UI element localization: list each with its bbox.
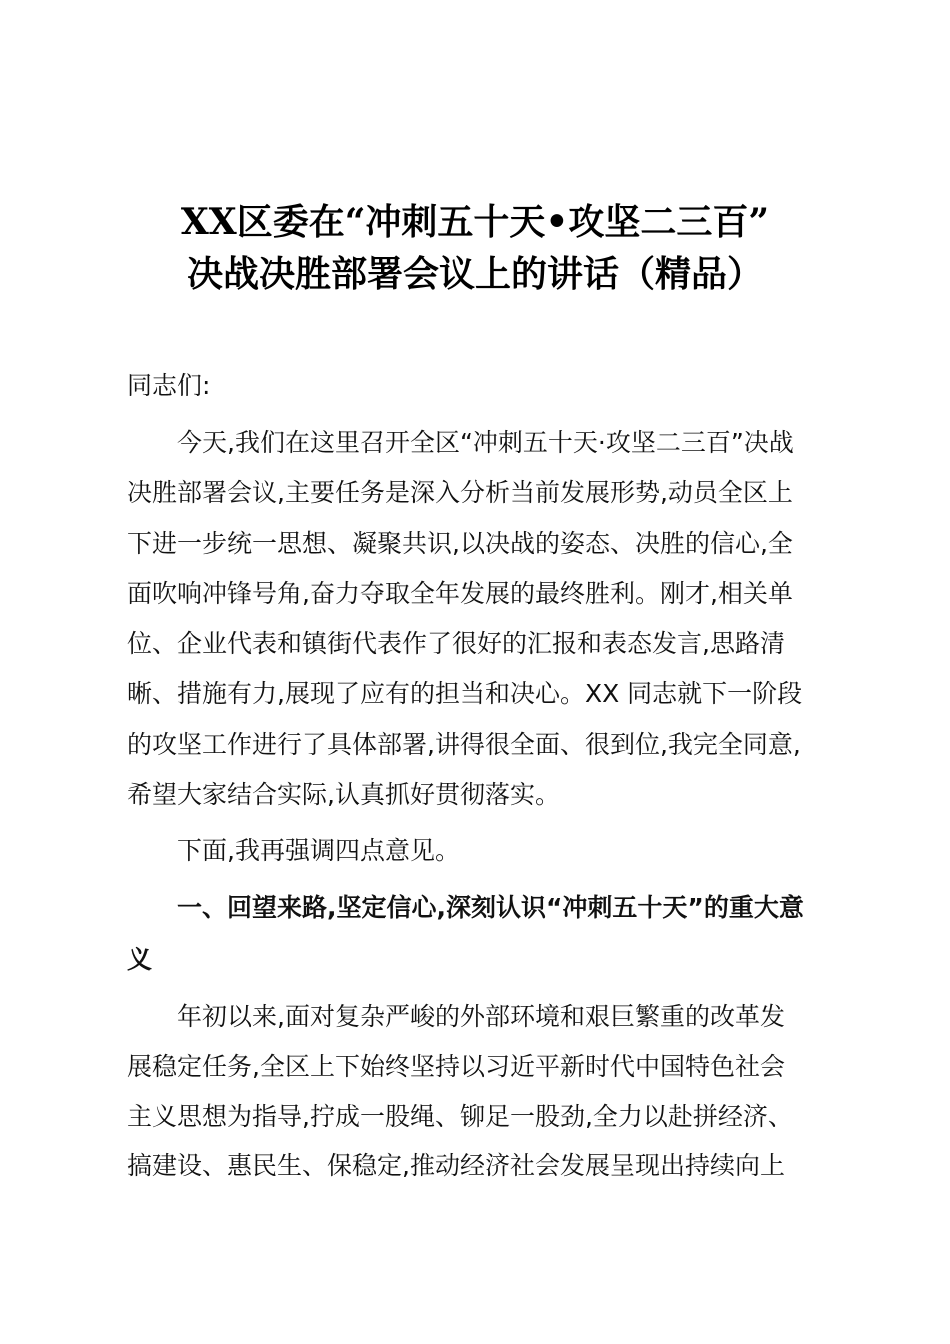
paragraph-1-line: 决胜部署会议,主要任务是深入分析当前发展形势,动员全区上 <box>127 478 793 507</box>
section-heading-1-cont: 义 <box>127 945 153 974</box>
paragraph-2: 下面,我再强调四点意见。 <box>177 836 460 865</box>
paragraph-3-line: 展稳定任务,全区上下始终坚持以习近平新时代中国特色社会 <box>127 1052 785 1081</box>
paragraph-1-line: 希望大家结合实际,认真抓好贯彻落实。 <box>127 780 560 809</box>
paragraph-1-line: 今天,我们在这里召开全区“冲刺五十天·攻坚二三百”决战 <box>177 428 794 457</box>
title-line-1: XX区委在“冲刺五十天•攻坚二三百” <box>180 201 770 243</box>
paragraph-1-line: 下进一步统一思想、凝聚共识,以决战的姿态、决胜的信心,全 <box>127 529 793 558</box>
paragraph-1-line: 晰、措施有力,展现了应有的担当和决心。XX 同志就下一阶段 <box>127 679 803 708</box>
section-heading-1: 一、回望来路,坚定信心,深刻认识“冲刺五十天”的重大意 <box>177 893 804 922</box>
document-title <box>0 196 950 300</box>
paragraph-1-line: 位、企业代表和镇街代表作了很好的汇报和表态发言,思路清 <box>127 629 785 658</box>
paragraph-3-line: 主义思想为指导,拧成一股绳、铆足一股劲,全力以赴拼经济、 <box>127 1102 793 1131</box>
salutation: 同志们: <box>127 371 211 400</box>
paragraph-3-line: 年初以来,面对复杂严峻的外部环境和艰巨繁重的改革发 <box>177 1002 785 1031</box>
paragraph-1-line: 面吹响冲锋号角,奋力夺取全年发展的最终胜利。刚才,相关单 <box>127 579 793 608</box>
paragraph-3-line: 搞建设、惠民生、保稳定,推动经济社会发展呈现出持续向上 <box>127 1151 785 1180</box>
title-line-2: 决战决胜部署会议上的讲话（精品） <box>186 253 763 295</box>
paragraph-1-line: 的攻坚工作进行了具体部署,讲得很全面、很到位,我完全同意, <box>127 730 801 759</box>
